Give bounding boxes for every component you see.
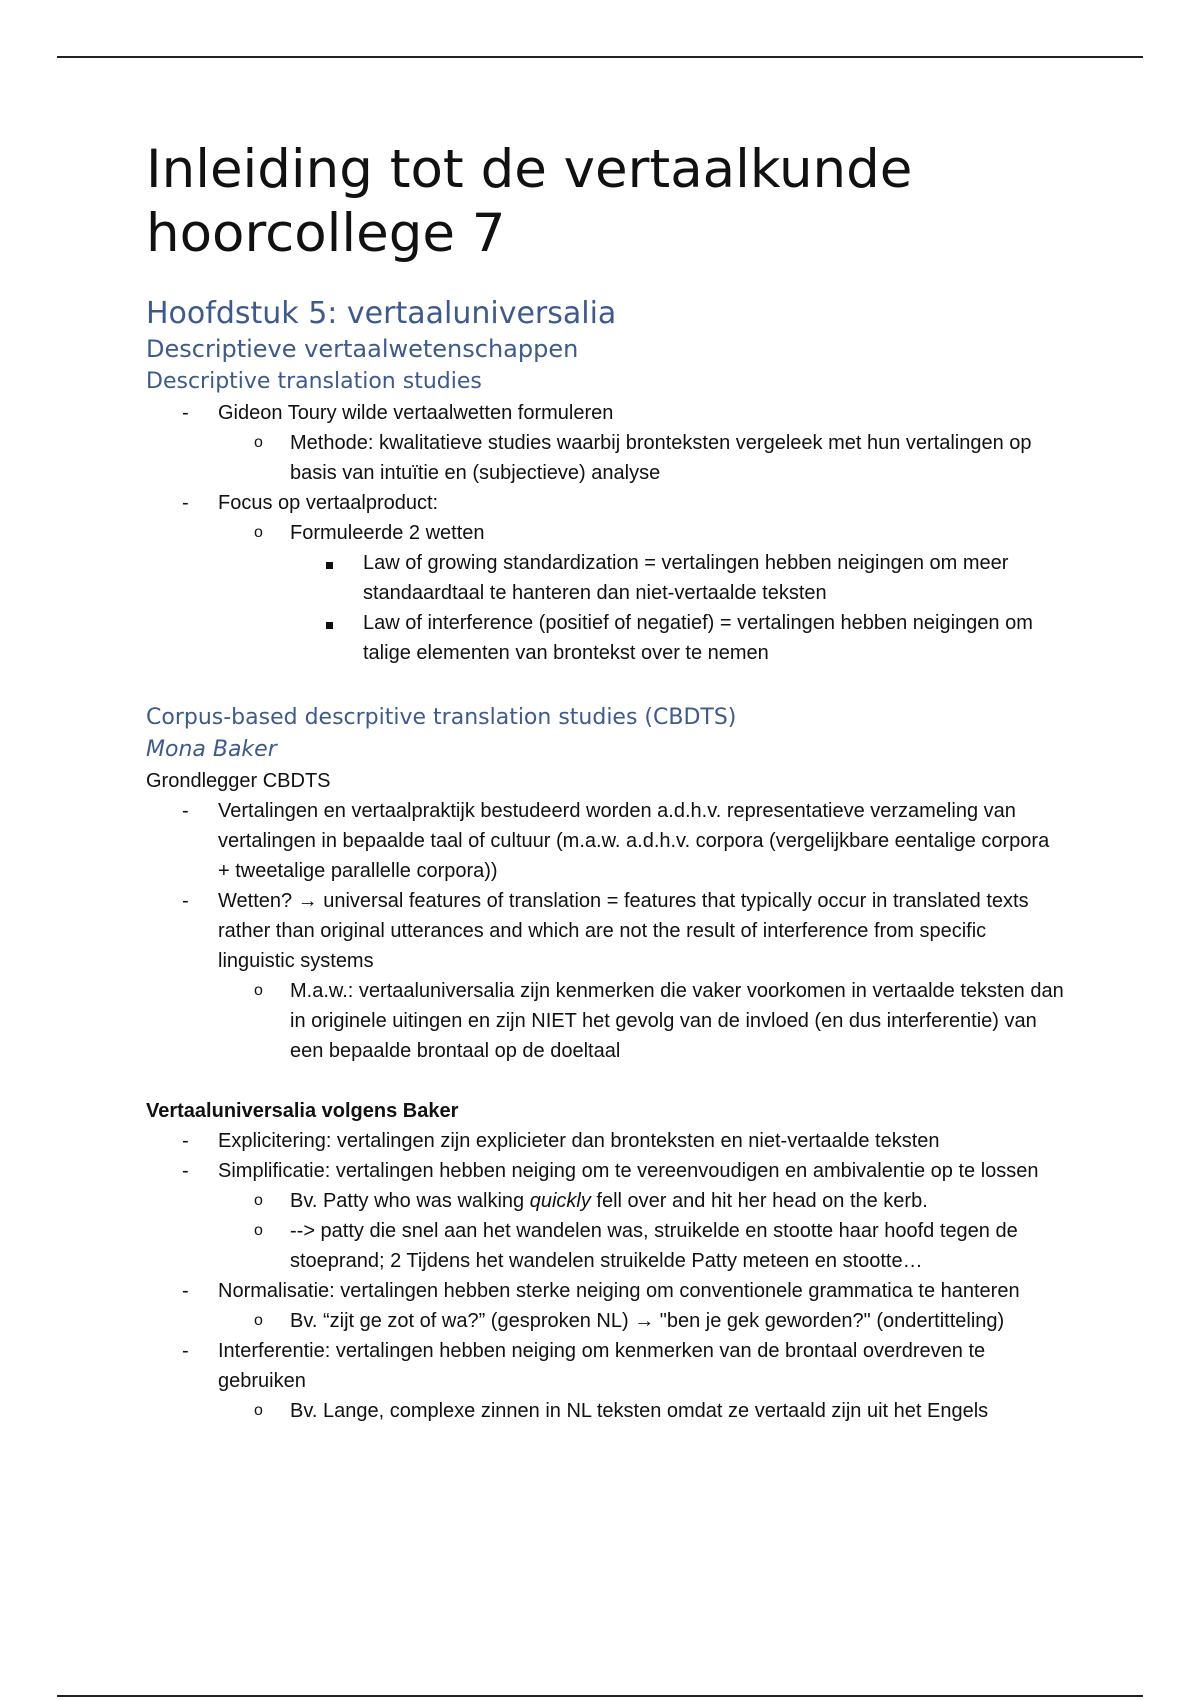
list-item bbox=[146, 518, 1066, 548]
dash-bullet: - bbox=[182, 402, 189, 424]
dash-bullet: - bbox=[182, 890, 189, 912]
example-text-end: fell over and hit her head on the kerb. bbox=[590, 1190, 928, 1212]
dash-bullet: - bbox=[182, 492, 189, 514]
list-item-text: Vertalingen en vertaalpraktijk bestudeerd worden a.d.h.v. representatieve verzameling van vertalingen in bepaalde taal of cultuur (m.a.w. a.d.h.v. corpora (vergelijkbare eentalige corpora + tweetalige parallelle corpora)) bbox=[218, 800, 1050, 882]
dash-bullet: - bbox=[182, 1280, 189, 1302]
circle-bullet: o bbox=[254, 434, 263, 451]
dash-bullet: - bbox=[182, 1130, 189, 1152]
cbdts-heading: Corpus-based descrpitive translation studies (CBDTS) bbox=[146, 705, 737, 730]
list-item-text: M.a.w.: vertaaluniversalia zijn kenmerken die vaker voorkomen in vertaalde teksten dan in originele uitingen en zijn NIET het gevolg van de invloed (en dus interferentie) van een bepaalde brontaal op de doeltaal bbox=[290, 980, 1064, 1062]
list-item bbox=[146, 1186, 1066, 1216]
universals-list bbox=[146, 1126, 1066, 1426]
circle-bullet: o bbox=[254, 982, 263, 999]
list-item-text: Methode: kwalitatieve studies waarbij bronteksten vergeleek met hun vertalingen op basis van intuïtie en (subjectieve) analyse bbox=[290, 432, 1032, 484]
list-item-text: Explicitering: vertalingen zijn explicieter dan bronteksten en niet-vertaalde teksten bbox=[218, 1130, 940, 1152]
list-item-text: Bv. “zijt ge zot of wa?” (gesproken NL) → "ben je gek geworden?" (ondertitteling) bbox=[290, 1310, 1005, 1332]
list-item-text: Simplificatie: vertalingen hebben neiging om te vereenvoudigen en ambivalentie op te lossen bbox=[218, 1160, 1039, 1182]
title-line-2: hoorcollege 7 bbox=[146, 203, 506, 264]
section-heading-en: Descriptive translation studies bbox=[146, 369, 482, 394]
author-heading: Mona Baker bbox=[146, 737, 277, 762]
square-bullet-icon bbox=[326, 548, 333, 578]
footer-rule bbox=[57, 1695, 1143, 1697]
header-rule bbox=[57, 56, 1143, 58]
list-item bbox=[146, 1306, 1066, 1336]
list-item bbox=[146, 1396, 1066, 1426]
list-item-text: Law of growing standardization = vertalingen hebben neigingen om meer standaardtaal te hanteren dan niet-vertaalde teksten bbox=[363, 552, 1009, 604]
circle-bullet: o bbox=[254, 524, 263, 541]
intro-text: Grondlegger CBDTS bbox=[146, 770, 331, 792]
list-item-text: Formuleerde 2 wetten bbox=[290, 522, 485, 544]
dash-bullet: - bbox=[182, 1160, 189, 1182]
example-emphasis: quickly bbox=[529, 1190, 591, 1212]
list-item bbox=[146, 796, 1066, 886]
list-item bbox=[146, 608, 1066, 668]
chapter-heading: Hoofdstuk 5: vertaaluniversalia bbox=[146, 296, 617, 331]
list-item-text: Wetten? → universal features of translation = features that typically occur in translated texts rather than original utterances and which are not the result of interference from specific linguistic systems bbox=[218, 890, 1029, 972]
list-item-text: Interferentie: vertalingen hebben neiging om kenmerken van de brontaal overdreven te gebruiken bbox=[218, 1340, 986, 1392]
dash-bullet: - bbox=[182, 800, 189, 822]
list-item bbox=[146, 428, 1066, 488]
list-item-text: Focus op vertaalproduct: bbox=[218, 492, 439, 514]
circle-bullet: o bbox=[254, 1402, 263, 1419]
square-bullet-icon bbox=[326, 608, 333, 638]
list-item-text: Law of interference (positief of negatief) = vertalingen hebben neigingen om talige elementen van brontekst over te nemen bbox=[363, 612, 1033, 664]
list-item-text: Normalisatie: vertalingen hebben sterke neiging om conventionele grammatica te hanteren bbox=[218, 1280, 1020, 1302]
title-line-1: Inleiding tot de vertaalkunde bbox=[146, 139, 913, 200]
document-body bbox=[146, 138, 1066, 1426]
list-item-text: Gideon Toury wilde vertaalwetten formuleren bbox=[218, 402, 614, 424]
list-item bbox=[146, 398, 1066, 428]
cbdts-list bbox=[146, 796, 1066, 1066]
list-item bbox=[146, 1126, 1066, 1156]
list-item bbox=[146, 976, 1066, 1066]
list-item bbox=[146, 1276, 1066, 1306]
document-title bbox=[146, 138, 1066, 266]
list-item bbox=[146, 548, 1066, 608]
list-item-text: --> patty die snel aan het wandelen was, struikelde en stootte haar hoofd tegen de stoeprand; 2 Tijdens het wandelen struikelde Patty meteen en stootte… bbox=[290, 1220, 1018, 1272]
example-text-start: Bv. Patty who was walking bbox=[290, 1190, 530, 1212]
list-item-text: Bv. Lange, complexe zinnen in NL teksten omdat ze vertaald zijn uit het Engels bbox=[290, 1400, 989, 1422]
list-item bbox=[146, 1336, 1066, 1396]
dash-bullet: - bbox=[182, 1340, 189, 1362]
toury-list bbox=[146, 398, 1066, 668]
circle-bullet: o bbox=[254, 1222, 263, 1239]
circle-bullet: o bbox=[254, 1192, 263, 1209]
list-item bbox=[146, 488, 1066, 518]
section-heading-nl: Descriptieve vertaalwetenschappen bbox=[146, 335, 579, 363]
list-item bbox=[146, 886, 1066, 976]
list-item bbox=[146, 1216, 1066, 1276]
circle-bullet: o bbox=[254, 1312, 263, 1329]
list-item bbox=[146, 1156, 1066, 1186]
baker-universals-heading: Vertaaluniversalia volgens Baker bbox=[146, 1100, 459, 1122]
